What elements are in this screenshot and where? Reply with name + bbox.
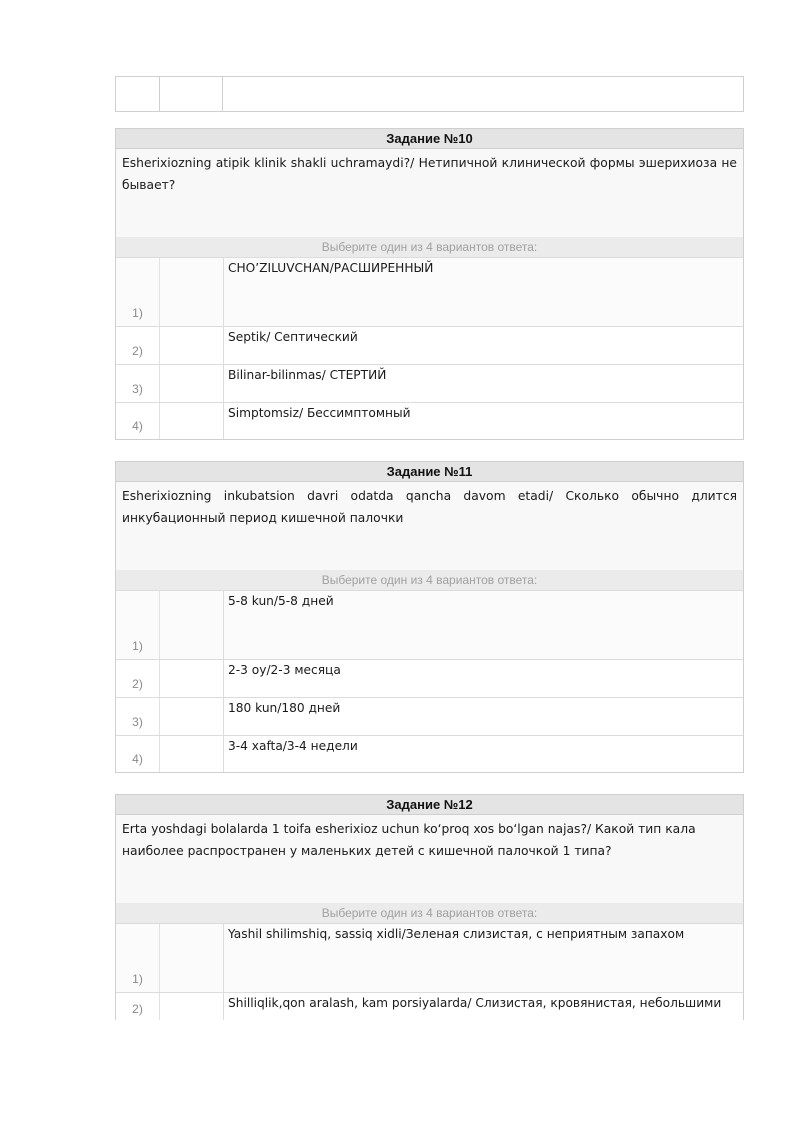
task-10	[115, 128, 744, 440]
question-text: Esherixiozning inkubatsion davri odatda qancha davom etadi/ Сколько обычно длится инкубационный период кишечной палочки	[116, 482, 743, 570]
answer-instruction: Выберите один из 4 вариантов ответа:	[116, 570, 743, 590]
answer-instruction: Выберите один из 4 вариантов ответа:	[116, 903, 743, 923]
option-text: 180 kun/180 дней	[228, 701, 341, 715]
option-number: 4)	[132, 419, 143, 433]
answer-option[interactable]	[116, 659, 743, 697]
option-marker-cell	[159, 698, 224, 735]
option-marker-cell	[159, 993, 224, 1020]
question-text: Esherixiozning atipik klinik shakli uchramaydi?/ Нетипичной клинической формы эшерихиоза не бывает?	[116, 149, 743, 237]
answer-option[interactable]	[116, 590, 743, 659]
option-number: 2)	[132, 1002, 143, 1016]
task-header: Задание №12	[116, 795, 743, 815]
task-12	[115, 794, 744, 1020]
answer-option[interactable]	[116, 257, 743, 326]
answer-option[interactable]	[116, 923, 743, 992]
option-text: Shilliqlik,qon aralash, kam porsiyalarda/ Слизистая, кровянистая, небольшими	[228, 996, 722, 1010]
answer-option[interactable]	[116, 364, 743, 402]
option-number: 2)	[132, 677, 143, 691]
option-text: Bilinar-bilinmas/ СТЕРТИЙ	[228, 368, 387, 382]
option-text: 3-4 xafta/3-4 недели	[228, 739, 358, 753]
option-marker-cell	[159, 736, 224, 772]
previous-task-table-end	[115, 76, 744, 112]
answer-option[interactable]	[116, 697, 743, 735]
option-text: Yashil shilimshiq, sassiq xidli/Зеленая слизистая, с неприятным запахом	[228, 927, 685, 941]
question-text: Erta yoshdagi bolalarda 1 toifa esherixioz uchun koʻproq xos boʻlgan najas?/ Какой тип кала наиболее распространен у маленьких детей с кишечной палочкой 1 типа?	[116, 815, 743, 903]
option-number: 2)	[132, 344, 143, 358]
option-text: 2-3 oy/2-3 месяца	[228, 663, 341, 677]
option-marker-cell	[159, 924, 224, 992]
answer-instruction: Выберите один из 4 вариантов ответа:	[116, 237, 743, 257]
option-text: Simptomsiz/ Бессимптомный	[228, 406, 411, 420]
option-marker-cell	[159, 591, 224, 659]
option-number: 3)	[132, 715, 143, 729]
answer-option[interactable]	[116, 992, 743, 1020]
option-marker-cell	[159, 327, 224, 364]
answer-option[interactable]	[116, 402, 743, 439]
option-marker-cell	[159, 365, 224, 402]
option-text: Septik/ Септический	[228, 330, 358, 344]
option-text: CHO’ZILUVCHAN/РАСШИРЕННЫЙ	[228, 261, 434, 275]
option-number: 1)	[132, 972, 143, 986]
option-number: 4)	[132, 752, 143, 766]
option-number: 1)	[132, 639, 143, 653]
task-header: Задание №10	[116, 129, 743, 149]
answer-option[interactable]	[116, 735, 743, 772]
column-divider	[159, 77, 160, 111]
option-marker-cell	[159, 403, 224, 439]
task-header: Задание №11	[116, 462, 743, 482]
option-number: 1)	[132, 306, 143, 320]
option-marker-cell	[159, 258, 224, 326]
option-number: 3)	[132, 382, 143, 396]
task-11	[115, 461, 744, 773]
option-text: 5-8 kun/5-8 дней	[228, 594, 334, 608]
column-divider	[222, 77, 223, 111]
option-marker-cell	[159, 660, 224, 697]
answer-option[interactable]	[116, 326, 743, 364]
